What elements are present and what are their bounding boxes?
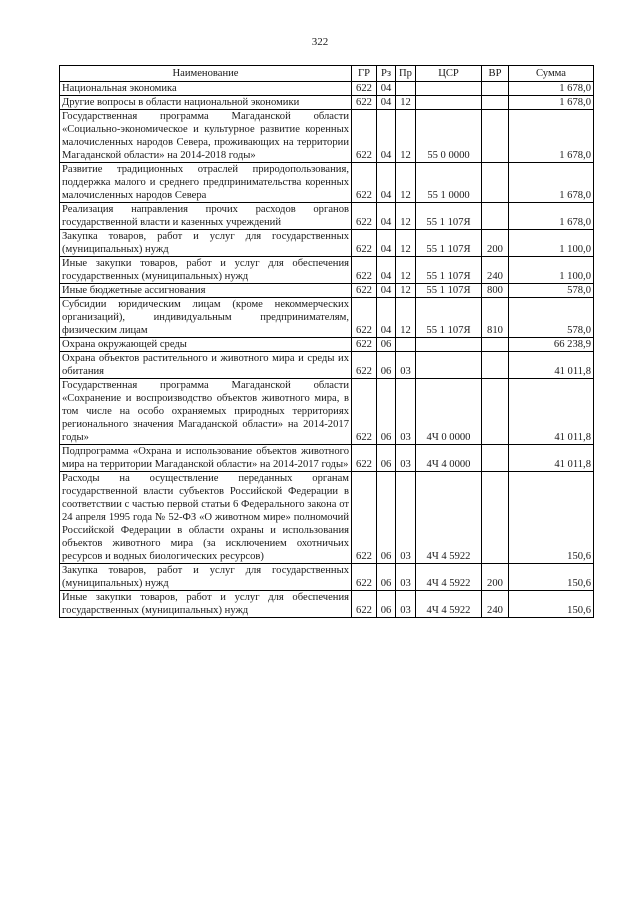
row-name: Другие вопросы в области национальной экономики <box>60 96 352 110</box>
table-row <box>60 203 594 230</box>
row-sum: 1 678,0 <box>509 110 594 163</box>
row-csr <box>416 96 482 110</box>
row-pr: 03 <box>396 564 416 591</box>
row-name: Подпрограмма «Охрана и использование объектов животного мира на территории Магаданской области» на 2014-2017 годы» <box>60 445 352 472</box>
table-row <box>60 82 594 96</box>
row-vr: 810 <box>482 298 509 338</box>
table-row <box>60 298 594 338</box>
row-name: Развитие традиционных отраслей природопользования, поддержка малого и среднего предпринимательства коренных малочисленных народов Севера <box>60 163 352 203</box>
row-csr: 55 1 0000 <box>416 163 482 203</box>
row-sum: 1 100,0 <box>509 257 594 284</box>
row-vr <box>482 96 509 110</box>
row-pr: 12 <box>396 110 416 163</box>
row-gr: 622 <box>352 472 377 564</box>
table-row <box>60 564 594 591</box>
row-gr: 622 <box>352 445 377 472</box>
table-row <box>60 257 594 284</box>
row-rz: 06 <box>377 379 396 445</box>
row-gr: 622 <box>352 379 377 445</box>
row-vr <box>482 203 509 230</box>
row-rz: 06 <box>377 591 396 618</box>
row-gr: 622 <box>352 257 377 284</box>
row-sum: 150,6 <box>509 591 594 618</box>
column-header-sum: Сумма <box>509 66 594 82</box>
row-pr: 03 <box>396 445 416 472</box>
row-gr: 622 <box>352 163 377 203</box>
table-row <box>60 352 594 379</box>
row-pr: 12 <box>396 96 416 110</box>
row-gr: 622 <box>352 352 377 379</box>
row-vr <box>482 338 509 352</box>
row-csr <box>416 338 482 352</box>
row-vr: 800 <box>482 284 509 298</box>
row-vr <box>482 163 509 203</box>
row-pr: 03 <box>396 379 416 445</box>
row-gr: 622 <box>352 338 377 352</box>
row-pr: 03 <box>396 472 416 564</box>
row-sum: 41 011,8 <box>509 379 594 445</box>
row-name: Государственная программа Магаданской области «Сохранение и воспроизводство объектов животного мира, в том числе на особо охраняемых природных территориях регионального значения Магаданской области» на 2014-2017 годы» <box>60 379 352 445</box>
row-rz: 06 <box>377 472 396 564</box>
row-name: Закупка товаров, работ и услуг для государственных (муниципальных) нужд <box>60 564 352 591</box>
table-row <box>60 163 594 203</box>
table-row <box>60 379 594 445</box>
row-pr: 12 <box>396 230 416 257</box>
row-vr <box>482 445 509 472</box>
row-gr: 622 <box>352 298 377 338</box>
row-name: Государственная программа Магаданской области «Социально-экономическое и культурное развитие коренных малочисленных народов Севера, проживающих на территории Магаданской области» на 2014-2018 годы» <box>60 110 352 163</box>
row-vr <box>482 110 509 163</box>
row-rz: 04 <box>377 82 396 96</box>
row-sum: 1 678,0 <box>509 203 594 230</box>
row-vr: 200 <box>482 564 509 591</box>
row-csr: 4Ч 4 5922 <box>416 591 482 618</box>
row-csr: 4Ч 0 0000 <box>416 379 482 445</box>
row-csr: 55 1 107Я <box>416 298 482 338</box>
row-pr: 12 <box>396 257 416 284</box>
row-sum: 1 678,0 <box>509 163 594 203</box>
row-vr <box>482 472 509 564</box>
row-csr <box>416 352 482 379</box>
row-rz: 04 <box>377 230 396 257</box>
column-header-vr: ВР <box>482 66 509 82</box>
row-csr: 55 1 107Я <box>416 230 482 257</box>
row-sum: 66 238,9 <box>509 338 594 352</box>
row-name: Охрана объектов растительного и животного мира и среды их обитания <box>60 352 352 379</box>
row-vr <box>482 352 509 379</box>
row-pr: 12 <box>396 203 416 230</box>
table-row <box>60 230 594 257</box>
row-gr: 622 <box>352 591 377 618</box>
row-sum: 41 011,8 <box>509 445 594 472</box>
table-row <box>60 284 594 298</box>
row-csr: 55 1 107Я <box>416 284 482 298</box>
row-rz: 04 <box>377 96 396 110</box>
row-name: Реализация направления прочих расходов органов государственной власти и казенных учреждений <box>60 203 352 230</box>
row-csr <box>416 82 482 96</box>
row-rz: 04 <box>377 257 396 284</box>
page-number: 322 <box>311 36 329 48</box>
column-header-gr: ГР <box>352 66 377 82</box>
budget-table <box>59 65 594 618</box>
row-vr <box>482 379 509 445</box>
row-gr: 622 <box>352 82 377 96</box>
row-rz: 04 <box>377 110 396 163</box>
row-pr: 12 <box>396 163 416 203</box>
table-header-row <box>60 66 594 82</box>
row-rz: 04 <box>377 163 396 203</box>
row-csr: 4Ч 4 5922 <box>416 472 482 564</box>
table-row <box>60 472 594 564</box>
row-gr: 622 <box>352 230 377 257</box>
row-gr: 622 <box>352 284 377 298</box>
row-name: Иные бюджетные ассигнования <box>60 284 352 298</box>
row-sum: 1 678,0 <box>509 82 594 96</box>
row-rz: 06 <box>377 338 396 352</box>
row-csr: 55 1 107Я <box>416 257 482 284</box>
row-name: Национальная экономика <box>60 82 352 96</box>
column-header-name: Наименование <box>60 66 352 82</box>
row-sum: 1 100,0 <box>509 230 594 257</box>
row-sum: 41 011,8 <box>509 352 594 379</box>
row-csr: 4Ч 4 0000 <box>416 445 482 472</box>
row-rz: 06 <box>377 564 396 591</box>
table-row <box>60 338 594 352</box>
row-vr <box>482 82 509 96</box>
table-row <box>60 110 594 163</box>
row-pr <box>396 338 416 352</box>
row-name: Субсидии юридическим лицам (кроме некоммерческих организаций), индивидуальным предпринимателям, физическим лицам <box>60 298 352 338</box>
column-header-rz: Рз <box>377 66 396 82</box>
row-name: Охрана окружающей среды <box>60 338 352 352</box>
column-header-pr: Пр <box>396 66 416 82</box>
row-csr: 55 1 107Я <box>416 203 482 230</box>
row-gr: 622 <box>352 96 377 110</box>
table-row <box>60 591 594 618</box>
row-rz: 04 <box>377 284 396 298</box>
table-row <box>60 445 594 472</box>
row-rz: 04 <box>377 203 396 230</box>
row-rz: 04 <box>377 298 396 338</box>
row-vr: 200 <box>482 230 509 257</box>
row-rz: 06 <box>377 352 396 379</box>
row-pr: 12 <box>396 298 416 338</box>
row-gr: 622 <box>352 203 377 230</box>
row-sum: 578,0 <box>509 284 594 298</box>
row-csr: 55 0 0000 <box>416 110 482 163</box>
row-sum: 150,6 <box>509 564 594 591</box>
table-row <box>60 96 594 110</box>
row-gr: 622 <box>352 110 377 163</box>
row-pr: 03 <box>396 591 416 618</box>
row-vr: 240 <box>482 257 509 284</box>
row-name: Расходы на осуществление переданных органам государственной власти субъектов Российской Федерации в соответствии с частью первой статьи 6 Федерального закона от 24 апреля 1995 года № 52-ФЗ «О животном мире» полномочий Российской Федерации в области охраны и использования объектов животного мира (за исключением охотничьих ресурсов и водных биологических ресурсов) <box>60 472 352 564</box>
row-pr: 12 <box>396 284 416 298</box>
row-pr <box>396 82 416 96</box>
row-vr: 240 <box>482 591 509 618</box>
row-gr: 622 <box>352 564 377 591</box>
row-csr: 4Ч 4 5922 <box>416 564 482 591</box>
row-name: Иные закупки товаров, работ и услуг для обеспечения государственных (муниципальных) нужд <box>60 591 352 618</box>
column-header-csr: ЦСР <box>416 66 482 82</box>
row-pr: 03 <box>396 352 416 379</box>
row-rz: 06 <box>377 445 396 472</box>
row-name: Закупка товаров, работ и услуг для государственных (муниципальных) нужд <box>60 230 352 257</box>
row-name: Иные закупки товаров, работ и услуг для обеспечения государственных (муниципальных) нужд <box>60 257 352 284</box>
row-sum: 578,0 <box>509 298 594 338</box>
row-sum: 1 678,0 <box>509 96 594 110</box>
row-sum: 150,6 <box>509 472 594 564</box>
